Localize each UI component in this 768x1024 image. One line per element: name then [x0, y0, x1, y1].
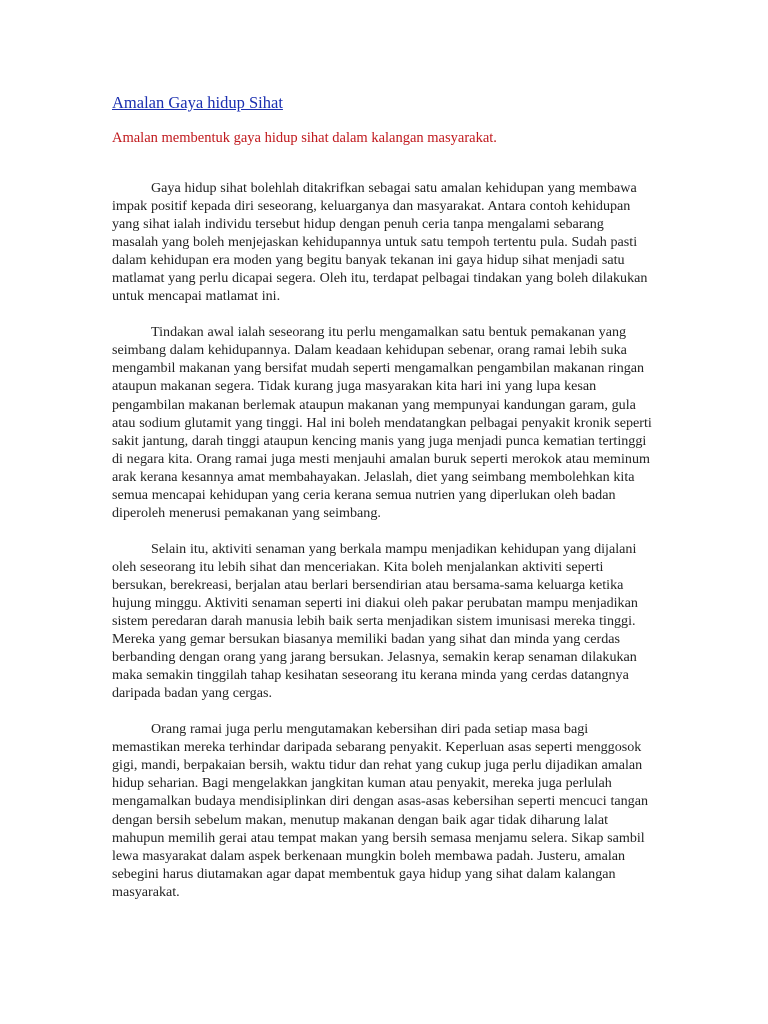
paragraph-exercise: Selain itu, aktiviti senaman yang berkala mampu menjadikan kehidupan yang dijalani oleh seseorang itu lebih sihat dan menceriakan. Kita boleh menjalankan aktiviti seperti bersukan, berekreasi, berjalan atau berlari bersendirian atau bersama-sama keluarga ketika hujung minggu. Aktiviti senaman seperti ini diakui oleh pakar perubatan mampu menjadikan sistem peredaran darah manusia lebih baik serta menjadikan sistem imunisasi mereka tinggi. Mereka yang gemar bersukan biasanya memiliki badan yang sihat dan minda yang cerdas berbanding dengan orang yang jarang bersukan. Jelasnya, semakin kerap senaman dilakukan maka semakin tinggilah tahap kesihatan seseorang itu kerana minda yang cerdas datangnya daripada badan yang cergas.	[112, 540, 638, 702]
document-subtitle: Amalan membentuk gaya hidup sihat dalam kalangan masyarakat.	[112, 130, 497, 146]
document-content	[112, 92, 652, 919]
paragraph-intro: Gaya hidup sihat bolehlah ditakrifkan sebagai satu amalan kehidupan yang membawa impak positif kepada diri seseorang, keluarganya dan masyarakat. Antara contoh kehidupan yang sihat ialah individu tersebut hidup dengan penuh ceria tanpa mengalami sebarang masalah yang boleh menjejaskan kehidupannya untuk satu tempoh tertentu pula. Sudah pasti dalam kehidupan era moden yang begitu banyak tekanan ini gaya hidup sihat menjadi satu matlamat yang perlu dicapai segera. Oleh itu, terdapat pelbagai tindakan yang boleh dilakukan untuk mencapai matlamat ini.	[112, 180, 648, 305]
document-title: Amalan Gaya hidup Sihat	[112, 93, 283, 112]
paragraph-hygiene: Orang ramai juga perlu mengutamakan kebersihan diri pada setiap masa bagi memastikan mereka terhindar daripada sebarang penyakit. Keperluan asas seperti menggosok gigi, mandi, berpakaian bersih, waktu tidur dan rehat yang cukup juga perlu dijadikan amalan hidup seharian. Bagi mengelakkan jangkitan kuman atau penyakit, mereka juga perlulah mengamalkan budaya mendisiplinkan diri dengan asas-asas kebersihan seperti mencuci tangan dengan bersih sebelum makan, menutup makanan dengan baik agar tidak diharung lalat mahupun memilih gerai atau tempat makan yang bersih semasa menjamu selera. Sikap sambil lewa masyarakat dalam aspek berkenaan mungkin boleh membawa padah. Justeru, amalan sebegini harus diutamakan agar dapat membentuk gaya hidup yang sihat dalam kalangan masyarakat.	[112, 721, 649, 900]
document-body	[112, 179, 652, 901]
paragraph-diet: Tindakan awal ialah seseorang itu perlu mengamalkan satu bentuk pemakanan yang seimbang dalam kehidupannya. Dalam keadaan kehidupan sebenar, orang ramai lebih suka mengambil makanan yang bersifat mudah seperti mengamalkan pengambilan makanan ringan ataupun makanan segera. Tidak kurang juga masyarakan kita hari ini yang lupa kesan pengambilan makanan berlemak ataupun makanan yang mempunyai kandungan garam, gula atau sodium glutamit yang tinggi. Hal ini boleh mendatangkan pelbagai penyakit kronik seperti sakit jantung, darah tinggi ataupun kencing manis yang juga menjadi punca kematian tertinggi di negara kita. Orang ramai juga mesti menjauhi amalan buruk seperti merokok atau meminum arak kerana kesannya amat membahayakan. Jelaslah, diet yang seimbang membolehkan kita semua mencapai kehidupan yang ceria kerana semua nutrien yang diperlukan oleh badan diperoleh menerusi pemakanan yang seimbang.	[112, 324, 652, 521]
